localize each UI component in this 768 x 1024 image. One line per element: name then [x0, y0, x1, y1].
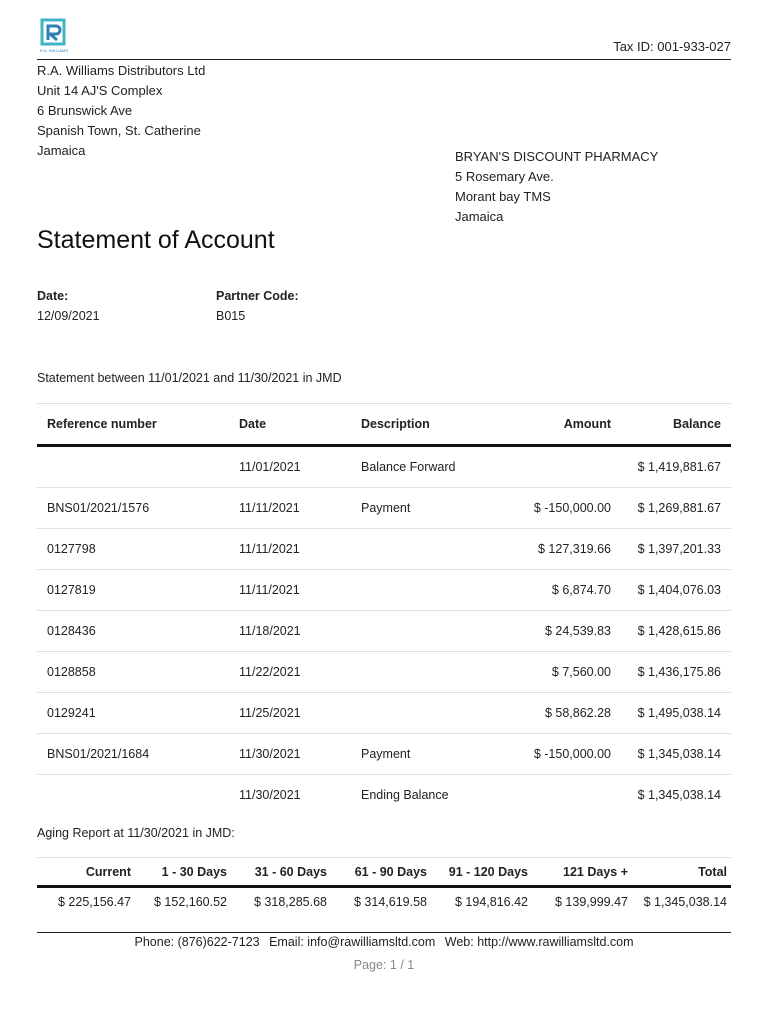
- column-header: Amount: [491, 404, 611, 446]
- aging-value-cell: $ 194,816.42: [455, 895, 528, 909]
- description-cell: [361, 693, 491, 734]
- reference-cell: 0127819: [37, 570, 239, 611]
- aging-values-row: [37, 887, 731, 917]
- column-header: Description: [361, 404, 491, 446]
- reference-cell: BNS01/2021/1576: [37, 488, 239, 529]
- date-cell: 11/18/2021: [239, 611, 361, 652]
- reference-cell: 0128436: [37, 611, 239, 652]
- aging-header-row: [37, 858, 731, 887]
- table-row: [37, 693, 731, 734]
- company-address-line: 6 Brunswick Ave: [37, 103, 133, 118]
- table-row: [37, 775, 731, 816]
- aging-column-header: 61 - 90 Days: [331, 858, 431, 887]
- partner-code-label: Partner Code:: [216, 289, 299, 303]
- date-cell: 11/11/2021: [239, 529, 361, 570]
- partner-code-block: [216, 286, 299, 326]
- balance-cell: $ 1,404,076.03: [611, 570, 731, 611]
- reference-cell: 0129241: [37, 693, 239, 734]
- amount-cell: [491, 775, 611, 816]
- description-cell: Balance Forward: [361, 446, 491, 488]
- partner-address-line: Morant bay TMS: [455, 189, 551, 204]
- aging-column-header: 121 Days +: [532, 858, 632, 887]
- balance-cell: $ 1,495,038.14: [611, 693, 731, 734]
- footer-divider: [37, 932, 731, 933]
- date-label: Date:: [37, 289, 69, 303]
- date-cell: 11/22/2021: [239, 652, 361, 693]
- footer-email[interactable]: Email: info@rawilliamsltd.com: [269, 935, 436, 949]
- page-number: Page: 1 / 1: [353, 958, 415, 972]
- description-cell: [361, 611, 491, 652]
- date-cell: 11/30/2021: [239, 734, 361, 775]
- amount-cell: $ 6,874.70: [491, 570, 611, 611]
- date-cell: 11/11/2021: [239, 570, 361, 611]
- company-address-line: Unit 14 AJ'S Complex: [37, 83, 163, 98]
- aging-value-cell: $ 314,619.58: [354, 895, 427, 909]
- balance-cell: $ 1,436,175.86: [611, 652, 731, 693]
- header-divider: [37, 59, 731, 60]
- partner-name: BRYAN'S DISCOUNT PHARMACY: [455, 149, 659, 164]
- amount-cell: $ 58,862.28: [491, 693, 611, 734]
- table-header-row: [37, 404, 731, 446]
- aging-report-table: [37, 857, 731, 916]
- description-cell: [361, 652, 491, 693]
- statement-period: Statement between 11/01/2021 and 11/30/2021 in JMD: [37, 371, 342, 385]
- date-cell: 11/01/2021: [239, 446, 361, 488]
- footer-web[interactable]: Web: http://www.rawilliamsltd.com: [444, 935, 634, 949]
- amount-cell: $ 7,560.00: [491, 652, 611, 693]
- description-cell: Payment: [361, 734, 491, 775]
- table-row: [37, 570, 731, 611]
- tax-id: Tax ID: 001-933-027: [613, 39, 731, 54]
- aging-value-cell: $ 225,156.47: [58, 895, 131, 909]
- table-row: [37, 652, 731, 693]
- date-cell: 11/25/2021: [239, 693, 361, 734]
- partner-address-line: Jamaica: [455, 209, 504, 224]
- balance-cell: $ 1,397,201.33: [611, 529, 731, 570]
- table-row: [37, 529, 731, 570]
- amount-cell: [491, 446, 611, 488]
- reference-cell: 0127798: [37, 529, 239, 570]
- balance-cell: $ 1,428,615.86: [611, 611, 731, 652]
- amount-cell: $ -150,000.00: [491, 734, 611, 775]
- reference-cell: [37, 775, 239, 816]
- company-address-line: Jamaica: [37, 143, 86, 158]
- aging-column-header: 91 - 120 Days: [431, 858, 532, 887]
- statement-lines-table: [37, 403, 731, 815]
- balance-cell: $ 1,419,881.67: [611, 446, 731, 488]
- description-cell: Payment: [361, 488, 491, 529]
- aging-value-cell: $ 318,285.68: [254, 895, 327, 909]
- date-value: 12/09/2021: [37, 309, 100, 323]
- aging-column-header: Current: [37, 858, 135, 887]
- logo-mark-icon: [37, 18, 71, 54]
- amount-cell: $ 127,319.66: [491, 529, 611, 570]
- footer-phone: Phone: (876)622-7123: [134, 935, 260, 949]
- date-cell: 11/11/2021: [239, 488, 361, 529]
- partner-address-line: 5 Rosemary Ave.: [455, 169, 554, 184]
- amount-cell: $ 24,539.83: [491, 611, 611, 652]
- aging-report-title: Aging Report at 11/30/2021 in JMD:: [37, 826, 235, 840]
- aging-value-cell: $ 152,160.52: [154, 895, 227, 909]
- aging-column-header: 1 - 30 Days: [135, 858, 231, 887]
- partner-code-value: B015: [216, 309, 246, 323]
- aging-column-header: 31 - 60 Days: [231, 858, 331, 887]
- description-cell: Ending Balance: [361, 788, 449, 802]
- logo-text: R.A. WILLIAMS: [39, 48, 69, 53]
- company-address-line: Spanish Town, St. Catherine: [37, 123, 201, 138]
- statement-date-block: [37, 286, 100, 326]
- date-cell: 11/30/2021: [239, 788, 301, 802]
- aging-value-cell: $ 139,999.47: [555, 895, 628, 909]
- balance-cell: $ 1,269,881.67: [611, 488, 731, 529]
- table-row: [37, 488, 731, 529]
- footer-contact: [37, 935, 731, 949]
- amount-cell: $ -150,000.00: [491, 488, 611, 529]
- reference-cell: BNS01/2021/1684: [37, 734, 239, 775]
- aging-column-header: Total: [632, 858, 731, 887]
- company-name: R.A. Williams Distributors Ltd: [37, 63, 206, 78]
- company-logo: [37, 18, 71, 54]
- column-header: Balance: [611, 404, 731, 446]
- aging-total-cell: $ 1,345,038.14: [643, 895, 727, 909]
- reference-cell: [37, 446, 239, 488]
- partner-address: [455, 147, 658, 227]
- description-cell: [361, 529, 491, 570]
- reference-cell: 0128858: [37, 652, 239, 693]
- balance-cell: $ 1,345,038.14: [611, 734, 731, 775]
- description-cell: [361, 570, 491, 611]
- balance-cell: $ 1,345,038.14: [637, 788, 721, 802]
- table-row: [37, 446, 731, 488]
- table-row: [37, 611, 731, 652]
- page-title: Statement of Account: [37, 226, 275, 254]
- column-header: Date: [239, 404, 361, 446]
- table-row: [37, 734, 731, 775]
- company-address: [37, 61, 205, 161]
- column-header: Reference number: [37, 404, 239, 446]
